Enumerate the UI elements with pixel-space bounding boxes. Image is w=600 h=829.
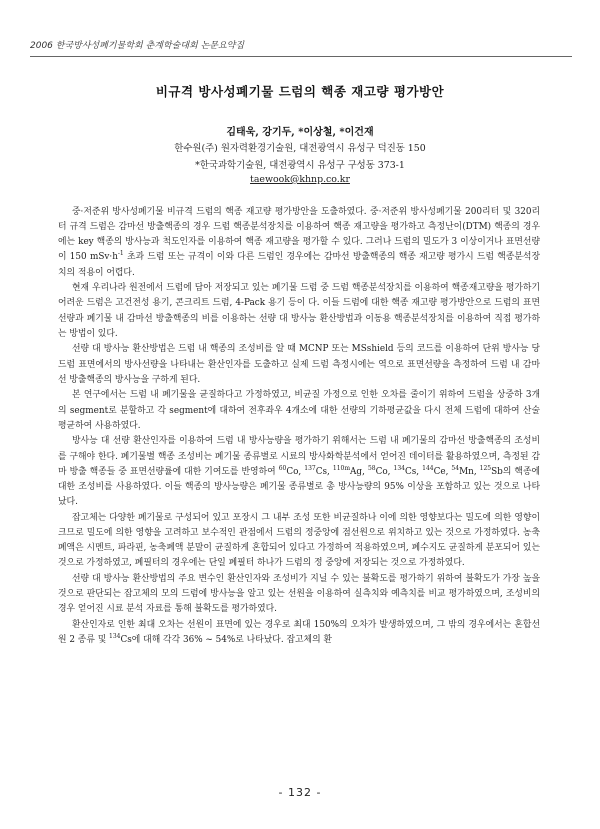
body-text bbox=[58, 205, 540, 649]
isotope-mass: 58 bbox=[367, 464, 376, 472]
paragraph-7: 선량 대 방사능 환산방법의 주요 변수인 환산인자와 조성비가 지닐 수 있는 불확도를 평가하기 위하여 불확도가 가장 높을 것으로 판단되는 잡고체의 모의 드럼에 방사능을 알고 있는 선원을 이용하여 실측치와 예측치를 비교 평가하였으며, 조성비의 경우 얻어진 시료 분석 자료를 통해 불확도를 평가하였다. bbox=[58, 573, 540, 615]
isotope-symbol: Co, bbox=[286, 466, 305, 477]
isotope-symbol: Co, bbox=[375, 466, 394, 477]
isotope-mass: 144 bbox=[422, 464, 434, 472]
paper-title: 비규격 방사성폐기물 드럼의 핵종 재고량 평가방안 bbox=[155, 84, 445, 99]
paragraph-2: 현재 우리나라 원전에서 드럼에 담아 저장되고 있는 폐기물 드럼 중 드럼 핵종분석장치를 이용하여 핵종재고량을 평가하기 어려운 드럼은 고건전성 용기, 콘크리트 드럼, 4-Pack 용기 등이 다. 이들 드럼에 대한 핵종 재고량 평가방안으로 드럼의 표면선량과 폐기물 내 감마선 방출핵종의 비를 이용하는 선량 대 방사능 환산방법과 이동용 핵종분석장치를 이용하여 직접 평가하는 방법이 있다. bbox=[58, 283, 540, 339]
affiliation-1: 한수원(주) 원자력환경기술원, 대전광역시 유성구 덕진동 150 bbox=[174, 143, 426, 154]
isotope-mass: 137 bbox=[304, 464, 316, 472]
paragraph-6: 잡고체는 다양한 폐기물로 구성되어 있고 포장시 그 내부 조성 또한 비균질하나 이에 의한 영향보다는 밀도에 의한 영향이 크므로 밀도에 의한 영향을 고려하고 보수적인 관점에서 드럼의 정중앙에 점선원으로 위치하고 있는 것으로 가정하였다. 농축폐액은 시멘트, 파라핀, 농축폐액 분말이 균질하게 혼합되어 있다고 가정하여 적용하였으며, 폐수지도 균질하게 분포되어 있는 것으로 가정하였고, 폐필터의 경우에는 단일 폐필터 하나가 드럼의 정 중앙에 저장되는 것으로 가정하였다. bbox=[58, 512, 540, 569]
paragraph-8-text: 환산인자로 인한 최대 오차는 선원이 표면에 있는 경우로 최대 150%의 오차가 발생하였으며, 그 밖의 경우에서는 혼합선원 2 종류 및 bbox=[58, 619, 540, 645]
paragraph-5-end: 의 핵종에 대한 조성비를 사용하였다. 이들 핵종의 방사능량은 폐기물 종류별로 총 방사능량의 95% 이상을 포함하고 있는 것으로 나타났다. bbox=[58, 466, 541, 507]
paragraph-1-end: 초과 드럼 또는 규격이 이와 다른 드럼인 경우에는 감마선 방출핵종의 핵종 재고량 평가시 드럼 핵종분석장치의 적용이 어렵다. bbox=[58, 252, 540, 278]
isotope-mass: 60 bbox=[278, 464, 287, 472]
paragraph-5 bbox=[58, 434, 540, 510]
isotope-symbol: Ag, bbox=[350, 466, 368, 477]
paragraph-5-text: 방사능 대 선량 환산인자를 이용하여 드럼 내 방사능량을 평가하기 위해서는 드럼 내 폐기물의 감마선 방출핵종의 조성비를 구해야 한다. 폐기물별 핵종 조성비는 폐기물 종류별로 시료의 방사화학분석에서 얻어진 데이터를 활용하였으며, 측정된 감마 방출 핵종들 중 표면선량률에 대한 기여도를 반영하여 bbox=[58, 436, 540, 477]
paragraph-4: 본 연구에서는 드럼 내 폐기물을 균질하다고 가정하였고, 비균질 가정으로 인한 오차를 줄이기 위하여 드럼을 상중하 3개의 segment로 분할하고 각 segment에 대하여 전후좌우 4개소에 대한 선량의 기하평균값을 다시 전체 드럼에 대하여 산술평균하여 사용하였다. bbox=[58, 390, 540, 431]
paragraph-8 bbox=[58, 618, 540, 648]
running-header: 2006 한국방사성폐기물학회 춘계학술대회 논문요약집 bbox=[30, 41, 245, 51]
header-rule bbox=[30, 56, 572, 57]
isotope-symbol: Cs, bbox=[315, 466, 333, 477]
paragraph-1-text: 중·저준위 방사성폐기물 비규격 드럼의 핵종 재고량 평가방안을 도출하였다. 중·저준위 방사성폐기물 200리터 및 320리터 규격 드럼은 감마선 방출핵종의 경우 드럼 핵종분석장치를 이용하여 핵종 재고량을 평가하고 측정난이(DTM) 핵종의 경우에는 key 핵종의 방사능과 척도인자를 이용하여 핵종 재고량을 평가할 수 있다. 그러나 드럼의 밀도가 3 이상이거나 표면선량이 150 mSv·h bbox=[58, 207, 540, 263]
unit-exponent: -1 bbox=[117, 250, 124, 258]
isotope-symbol: Cs, bbox=[404, 466, 423, 477]
isotope-list bbox=[278, 464, 503, 477]
paragraph-1 bbox=[58, 205, 540, 281]
isotope-mass: 134 bbox=[109, 632, 121, 640]
affiliation-2: *한국과학기술원, 대전광역시 유성구 구성동 373-1 bbox=[195, 160, 405, 171]
paragraph-3: 선량 대 방사능 환산방법은 드럼 내 핵종의 조성비를 알 때 MCNP 또는 MSshield 등의 코드를 이용하여 단위 방사능 당 드럼 표면에서의 방사선량을 나타내는 환산인자를 도출하고 실제 드럼 측정시에는 역으로 표면선량을 측정하여 드럼 내 감마선 방출핵종의 방사능을 구하게 된다. bbox=[58, 344, 540, 385]
paragraph-8-end: Cs에 대해 각각 36% ~ 54%로 나타났다. 잡고체의 환 bbox=[120, 634, 332, 645]
isotope-mass: 54 bbox=[451, 464, 460, 472]
isotope-mass: 134 bbox=[393, 464, 405, 472]
isotope-symbol: Mn, bbox=[459, 466, 480, 477]
isotope-symbol: Sb bbox=[491, 466, 503, 477]
author-email[interactable]: taewook@khnp.co.kr bbox=[250, 174, 350, 185]
paper-authors: 김태욱, 강기두, *이상철, *이건재 bbox=[226, 127, 374, 138]
isotope-symbol: Ce, bbox=[433, 466, 452, 477]
isotope-mass: 110m bbox=[332, 464, 351, 472]
page-number: - 132 - bbox=[278, 786, 322, 799]
isotope-mass: 125 bbox=[479, 464, 492, 472]
